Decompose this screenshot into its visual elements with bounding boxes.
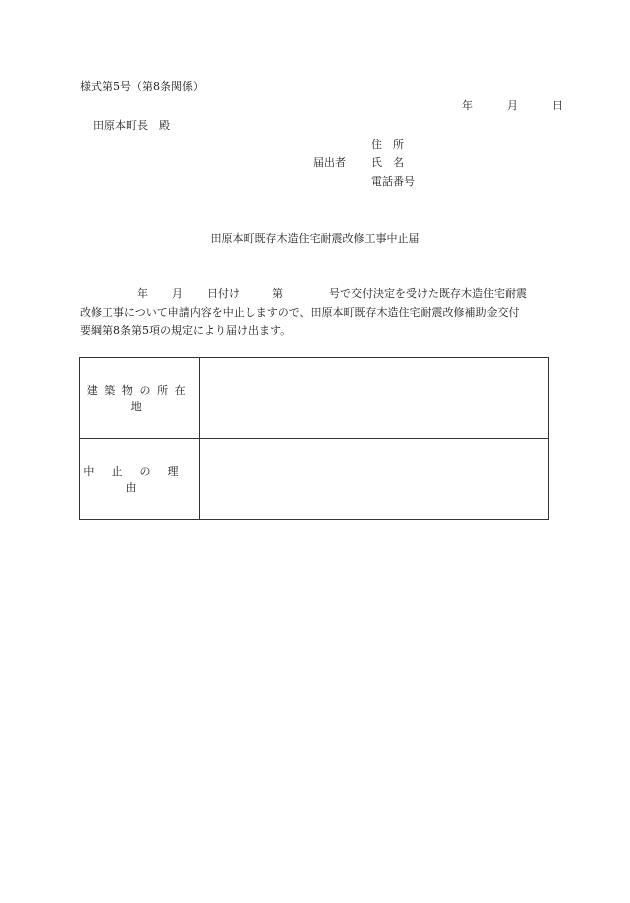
name-label: 氏 名 [371,156,404,169]
date-day: 日 [552,99,563,112]
body-line-2: 改修工事について申請内容を中止しますので、田原本町既存木造住宅耐震改修補助金交付 [80,305,520,319]
cancellation-reason-field[interactable] [200,439,549,520]
body-paragraph [80,285,550,341]
applicant-label: 届出者 [313,156,346,169]
address-label: 住 所 [371,138,404,151]
body-line-3: 要綱第8条第5項の規定により届け出ます。 [80,324,292,337]
cancellation-reason-label: 中止の理由 [80,439,200,520]
info-table [79,357,549,520]
body-year: 年 [137,287,148,300]
date-year: 年 [462,99,473,112]
phone-label: 電話番号 [371,175,415,188]
addressee: 田原本町長 殿 [93,119,170,132]
body-line-1 [80,285,550,304]
form-number: 様式第5号（第8条関係） [80,80,204,93]
body-month: 月 [172,287,183,300]
date-month: 月 [507,99,518,112]
body-date-suffix: 日付け [207,287,240,300]
table-row [80,439,549,520]
building-location-field[interactable] [200,358,549,439]
table-row [80,358,549,439]
building-location-label: 建築物の所在地 [80,358,200,439]
document-title: 田原本町既存木造住宅耐震改修工事中止届 [210,232,420,245]
body-line-1-rest: 号で交付決定を受けた既存木造住宅耐震 [329,287,527,300]
date-line [462,99,563,113]
body-number-prefix: 第 [272,287,283,300]
